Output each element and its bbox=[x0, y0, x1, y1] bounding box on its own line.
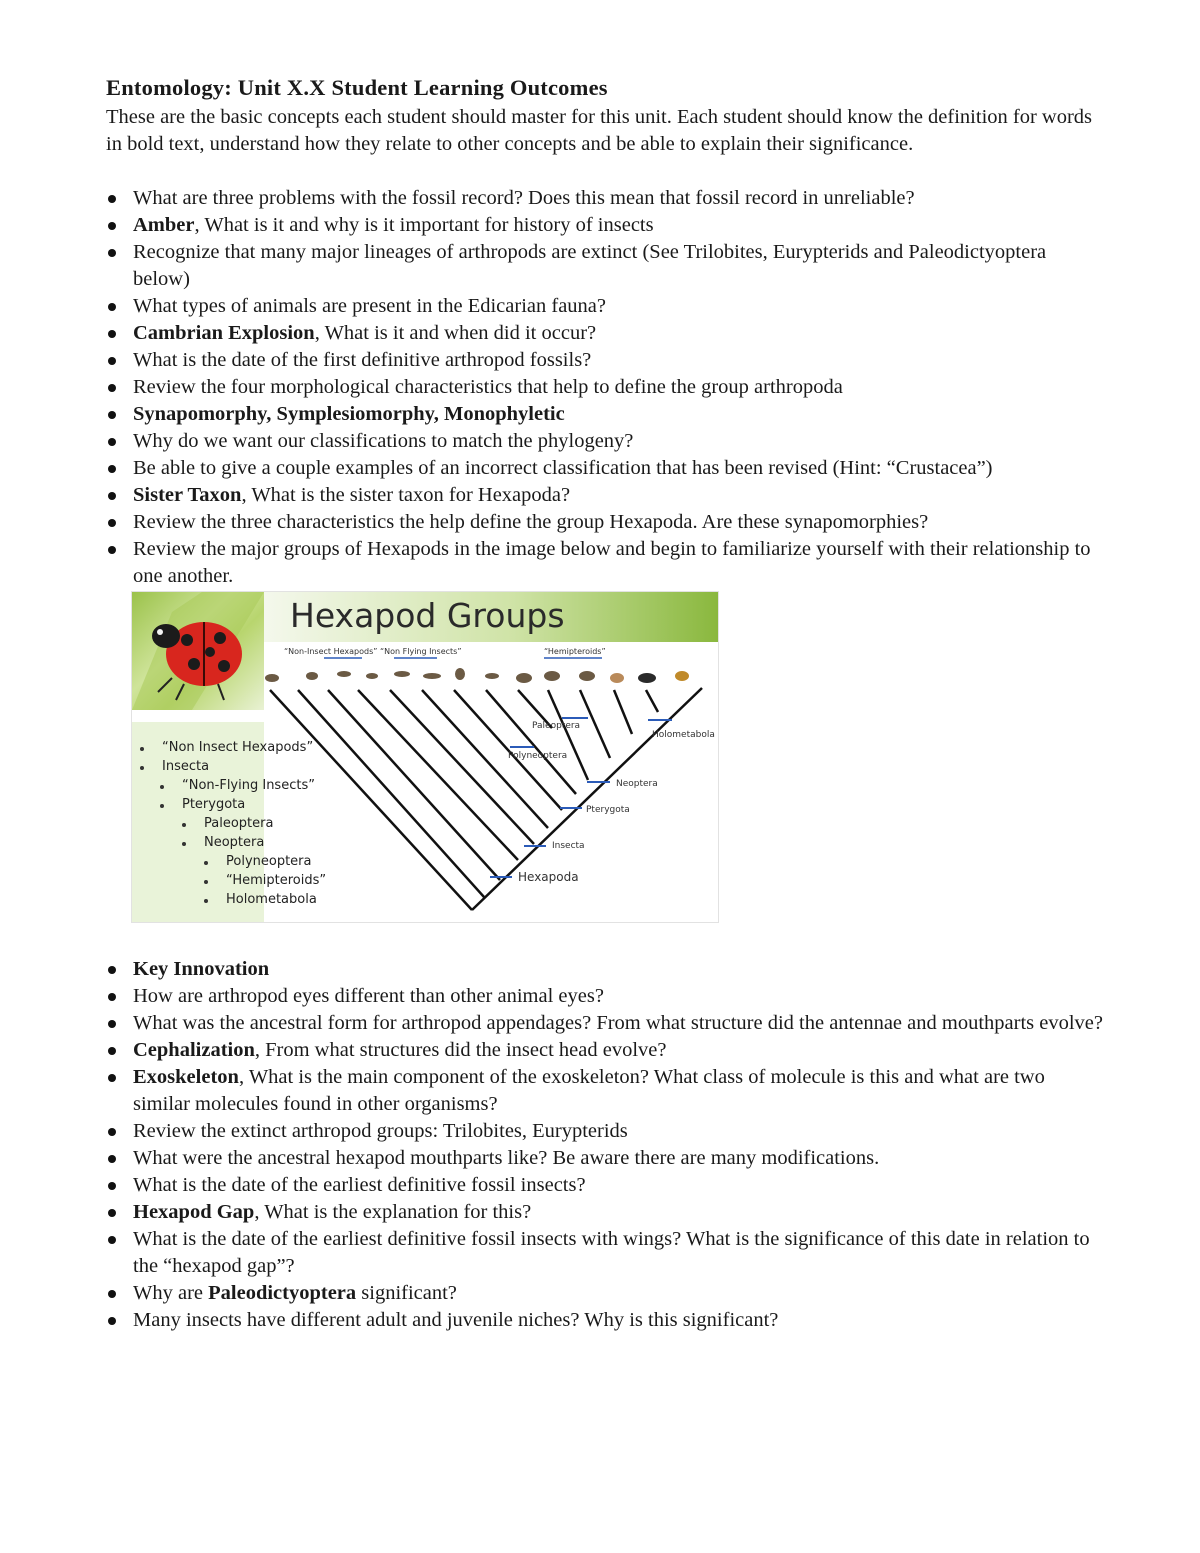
outcome-text: Be able to give a couple examples of an incorrect classification that has been revised (Hint: “Crustacea”) bbox=[133, 457, 993, 479]
outcome-text: Review the three characteristics the help define the group Hexapoda. Are these synapomorphies? bbox=[133, 511, 929, 533]
insect-silhouettes bbox=[265, 668, 689, 683]
outline-item: Pterygota bbox=[182, 797, 246, 812]
outcome-text: What was the ancestral form for arthropod appendages? From what structure did the antennae and mouthparts evolve? bbox=[133, 1012, 1103, 1034]
outcome-item bbox=[106, 374, 1106, 401]
outcome-text: Why are bbox=[133, 1282, 209, 1304]
outcome-item bbox=[106, 401, 1106, 428]
outcome-text: , From what structures did the insect head evolve? bbox=[254, 1039, 667, 1061]
outcome-item bbox=[106, 212, 1106, 239]
outcome-text: significant? bbox=[356, 1282, 457, 1304]
document-intro: These are the basic concepts each student should master for this unit. Each student should know the definition for words in bold text, understand how they relate to other concepts and be able to explain their significance. bbox=[106, 106, 1093, 155]
outline-item: Neoptera bbox=[204, 835, 265, 850]
outcome-text: , What is the main component of the exoskeleton? What class of molecule is this and what are two similar molecules found in other organisms? bbox=[133, 1066, 1045, 1115]
outcome-item bbox=[106, 983, 1106, 1010]
outcome-term: Paleodictyoptera bbox=[208, 1282, 357, 1304]
outcome-term: Synapomorphy, Symplesiomorphy, Monophyletic bbox=[133, 403, 565, 425]
outcome-term: Hexapod Gap bbox=[133, 1201, 255, 1223]
outcome-text: What is the date of the first definitive arthropod fossils? bbox=[133, 349, 592, 371]
outline-item: “Hemipteroids” bbox=[226, 873, 327, 888]
outcome-item bbox=[106, 293, 1106, 320]
outcome-item bbox=[106, 1064, 1106, 1118]
outcome-item bbox=[106, 455, 1106, 482]
clade-label-paleoptera: Paleoptera bbox=[532, 721, 581, 731]
cladogram-branches bbox=[270, 688, 702, 910]
outcome-text: , What is the explanation for this? bbox=[254, 1201, 532, 1223]
outcome-item bbox=[106, 536, 1106, 590]
outcome-term: Cambrian Explosion bbox=[133, 322, 315, 344]
outcomes-list-2 bbox=[106, 956, 1106, 1334]
top-label-hemipteroids: “Hemipteroids” bbox=[544, 647, 606, 656]
outcome-text: , What is it and why is it important for history of insects bbox=[194, 214, 654, 236]
clade-label-insecta: Insecta bbox=[552, 841, 585, 851]
outcome-item bbox=[106, 482, 1106, 509]
outcome-item bbox=[106, 1280, 1106, 1307]
top-label-non-flying-insects: “Non Flying Insects” bbox=[380, 647, 462, 656]
outcome-item bbox=[106, 1010, 1106, 1037]
clade-label-holometabola: Holometabola bbox=[652, 730, 715, 740]
outline-item: Holometabola bbox=[226, 892, 317, 907]
outcome-text: What is the date of the earliest definitive fossil insects? bbox=[133, 1174, 586, 1196]
outcome-text: Why do we want our classifications to match the phylogeny? bbox=[133, 430, 634, 452]
outline-item: Paleoptera bbox=[204, 816, 274, 831]
outcome-item bbox=[106, 320, 1106, 347]
outcome-item bbox=[106, 1226, 1106, 1280]
outline-item: Polyneoptera bbox=[226, 854, 312, 869]
outcome-item bbox=[106, 1037, 1106, 1064]
outcome-text: What types of animals are present in the Edicarian fauna? bbox=[133, 295, 607, 317]
clade-label-pterygota: Pterygota bbox=[586, 805, 630, 815]
outcome-item bbox=[106, 509, 1106, 536]
outcome-text: How are arthropod eyes different than other animal eyes? bbox=[133, 985, 604, 1007]
outcome-term: Exoskeleton bbox=[133, 1066, 239, 1088]
outcome-term: Amber bbox=[133, 214, 195, 236]
outcome-text: What were the ancestral hexapod mouthparts like? Be aware there are many modifications. bbox=[133, 1147, 880, 1169]
outcome-item bbox=[106, 428, 1106, 455]
outcome-term: Sister Taxon bbox=[133, 484, 242, 506]
outcome-item bbox=[106, 1118, 1106, 1145]
phylogeny-tree bbox=[132, 592, 718, 922]
figure-title: Hexapod Groups bbox=[290, 596, 565, 635]
outcome-text: What are three problems with the fossil record? Does this mean that fossil record in unreliable? bbox=[133, 187, 915, 209]
outcome-text: , What is the sister taxon for Hexapoda? bbox=[241, 484, 571, 506]
outcome-item bbox=[106, 185, 1106, 212]
outcomes-list-1 bbox=[106, 185, 1106, 590]
outcome-text: Review the four morphological characteristics that help to define the group arthropoda bbox=[133, 376, 843, 398]
outcome-item bbox=[106, 239, 1106, 293]
outcome-term: Key Innovation bbox=[133, 958, 270, 980]
document-page bbox=[106, 72, 1106, 1334]
outline-item: Insecta bbox=[162, 759, 210, 774]
outcome-item bbox=[106, 956, 1106, 983]
outcome-text: What is the date of the earliest definitive fossil insects with wings? What is the significance of this date in relation to the “hexapod gap”? bbox=[133, 1228, 1090, 1277]
top-label-non-insect-hexapods: “Non-Insect Hexapods” bbox=[284, 647, 378, 656]
outcome-text: Many insects have different adult and juvenile niches? Why is this significant? bbox=[133, 1309, 779, 1331]
clade-label-hexapoda: Hexapoda bbox=[518, 870, 579, 884]
outcome-item bbox=[106, 347, 1106, 374]
clade-label-neoptera: Neoptera bbox=[616, 779, 658, 789]
outcome-term: Cephalization bbox=[133, 1039, 255, 1061]
outcome-text: , What is it and when did it occur? bbox=[314, 322, 597, 344]
outcome-item bbox=[106, 1172, 1106, 1199]
outcome-text: Review the extinct arthropod groups: Trilobites, Eurypterids bbox=[133, 1120, 628, 1142]
outcome-item bbox=[106, 1307, 1106, 1334]
outcome-item bbox=[106, 1145, 1106, 1172]
outcome-item bbox=[106, 1199, 1106, 1226]
document-title: Entomology: Unit X.X Student Learning Outcomes bbox=[106, 75, 608, 100]
outline-item: “Non Insect Hexapods” bbox=[162, 740, 314, 755]
outcome-text: Review the major groups of Hexapods in the image below and begin to familiarize yourself with their relationship to one another. bbox=[133, 538, 1091, 587]
clade-label-polyneoptera: Polyneoptera bbox=[508, 751, 568, 761]
outcome-text: Recognize that many major lineages of arthropods are extinct (See Trilobites, Eurypterids and Paleodictyoptera below) bbox=[133, 241, 1047, 290]
outline-item: “Non-Flying Insects” bbox=[182, 778, 315, 793]
hexapod-groups-figure bbox=[132, 592, 718, 922]
